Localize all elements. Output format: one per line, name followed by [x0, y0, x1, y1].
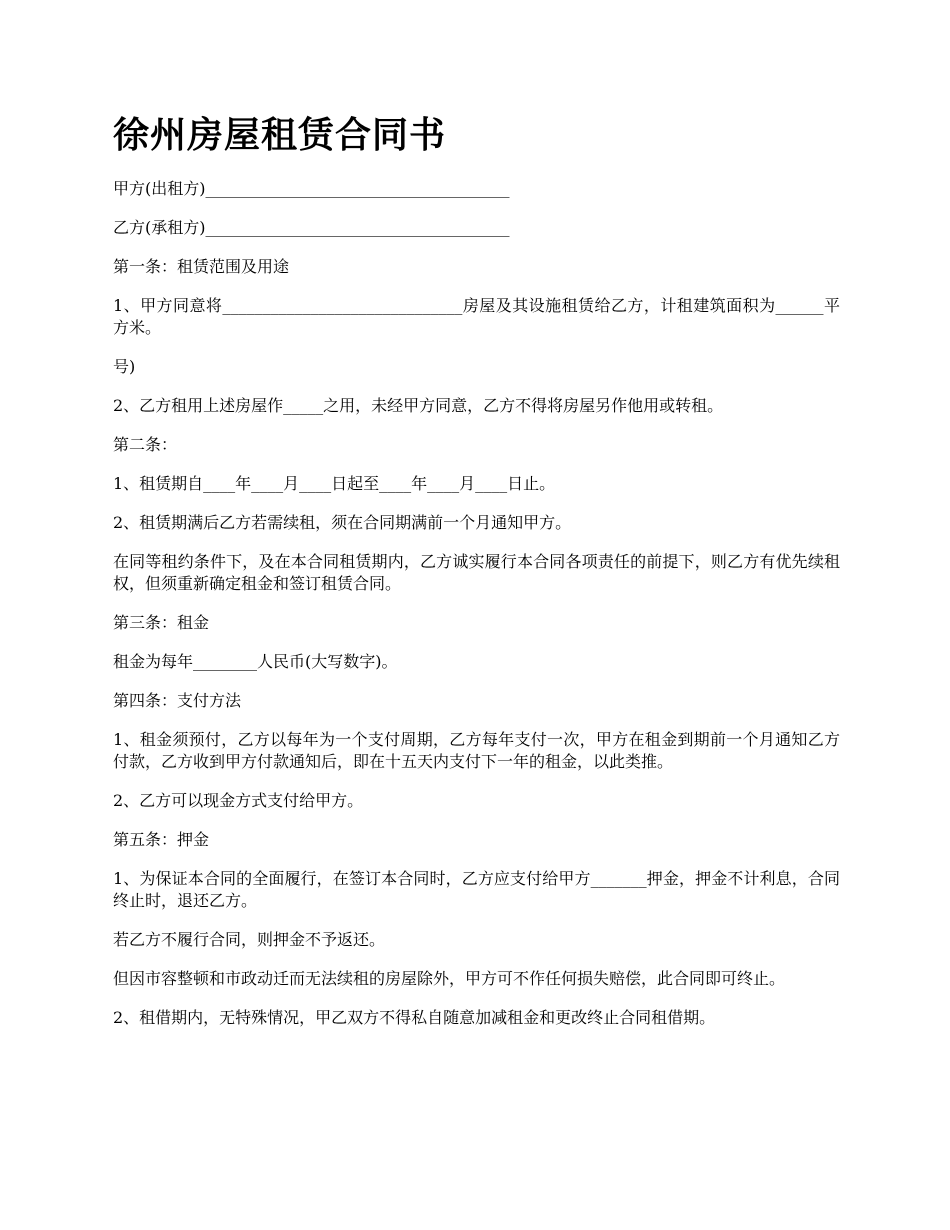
- party-a-line: 甲方(出租方)______________________________________: [113, 179, 510, 198]
- article-3-rent: 租金为每年________人民币(大写数字)。: [113, 652, 398, 671]
- article-1-clause-1: 1、甲方同意将______________________________房屋及其设施租赁给乙方，计租建筑面积为______平方米。: [113, 296, 840, 337]
- article-2-clause-2: 2、租赁期满后乙方若需续租，须在合同期满前一个月通知甲方。: [113, 513, 572, 532]
- article-2-renewal-paragraph: 在同等租约条件下，及在本合同租赁期内，乙方诚实履行本合同各项责任的前提下，则乙方有优先续租权，但须重新确定租金和签订租赁合同。: [113, 552, 840, 593]
- article-5-clause-2: 2、租借期内，无特殊情况，甲乙双方不得私自随意加减租金和更改终止合同租借期。: [113, 1008, 716, 1027]
- article-4-clause-1: 1、租金须预付，乙方以每年为一个支付周期，乙方每年支付一次，甲方在租金到期前一个月通知乙方付款，乙方收到甲方付款通知后，即在十五天内支付下一年的租金，以此类推。: [113, 730, 840, 771]
- article-5-clause-1: 1、为保证本合同的全面履行，在签订本合同时，乙方应支付给甲方_______押金，押金不计利息，合同终止时，退还乙方。: [113, 869, 840, 910]
- article-1-clause-2: 2、乙方租用上述房屋作_____之用，未经甲方同意，乙方不得将房屋另作他用或转租。: [113, 396, 724, 415]
- party-b-line: 乙方(承租方)______________________________________: [113, 218, 510, 237]
- article-4-clause-2: 2、乙方可以现金方式支付给甲方。: [113, 791, 364, 810]
- article-5-forfeit: 若乙方不履行合同，则押金不予返还。: [113, 930, 386, 949]
- article-2-heading: 第二条：: [113, 435, 178, 454]
- article-2-clause-1: 1、租赁期自____年____月____日起至____年____月____日止。: [113, 474, 556, 493]
- article-5-heading: 第五条：押金: [113, 830, 210, 849]
- article-1-heading: 第一条：租赁范围及用途: [113, 257, 290, 276]
- article-1-fragment: 号): [113, 357, 136, 376]
- article-3-heading: 第三条：租金: [113, 613, 210, 632]
- article-4-heading: 第四条：支付方法: [113, 691, 242, 710]
- article-5-exception: 但因市容整顿和市政动迁而无法续租的房屋除外，甲方可不作任何损失赔偿，此合同即可终止。: [113, 969, 786, 988]
- document-title: 徐州房屋租赁合同书: [113, 115, 447, 156]
- document-body: [113, 178, 840, 1046]
